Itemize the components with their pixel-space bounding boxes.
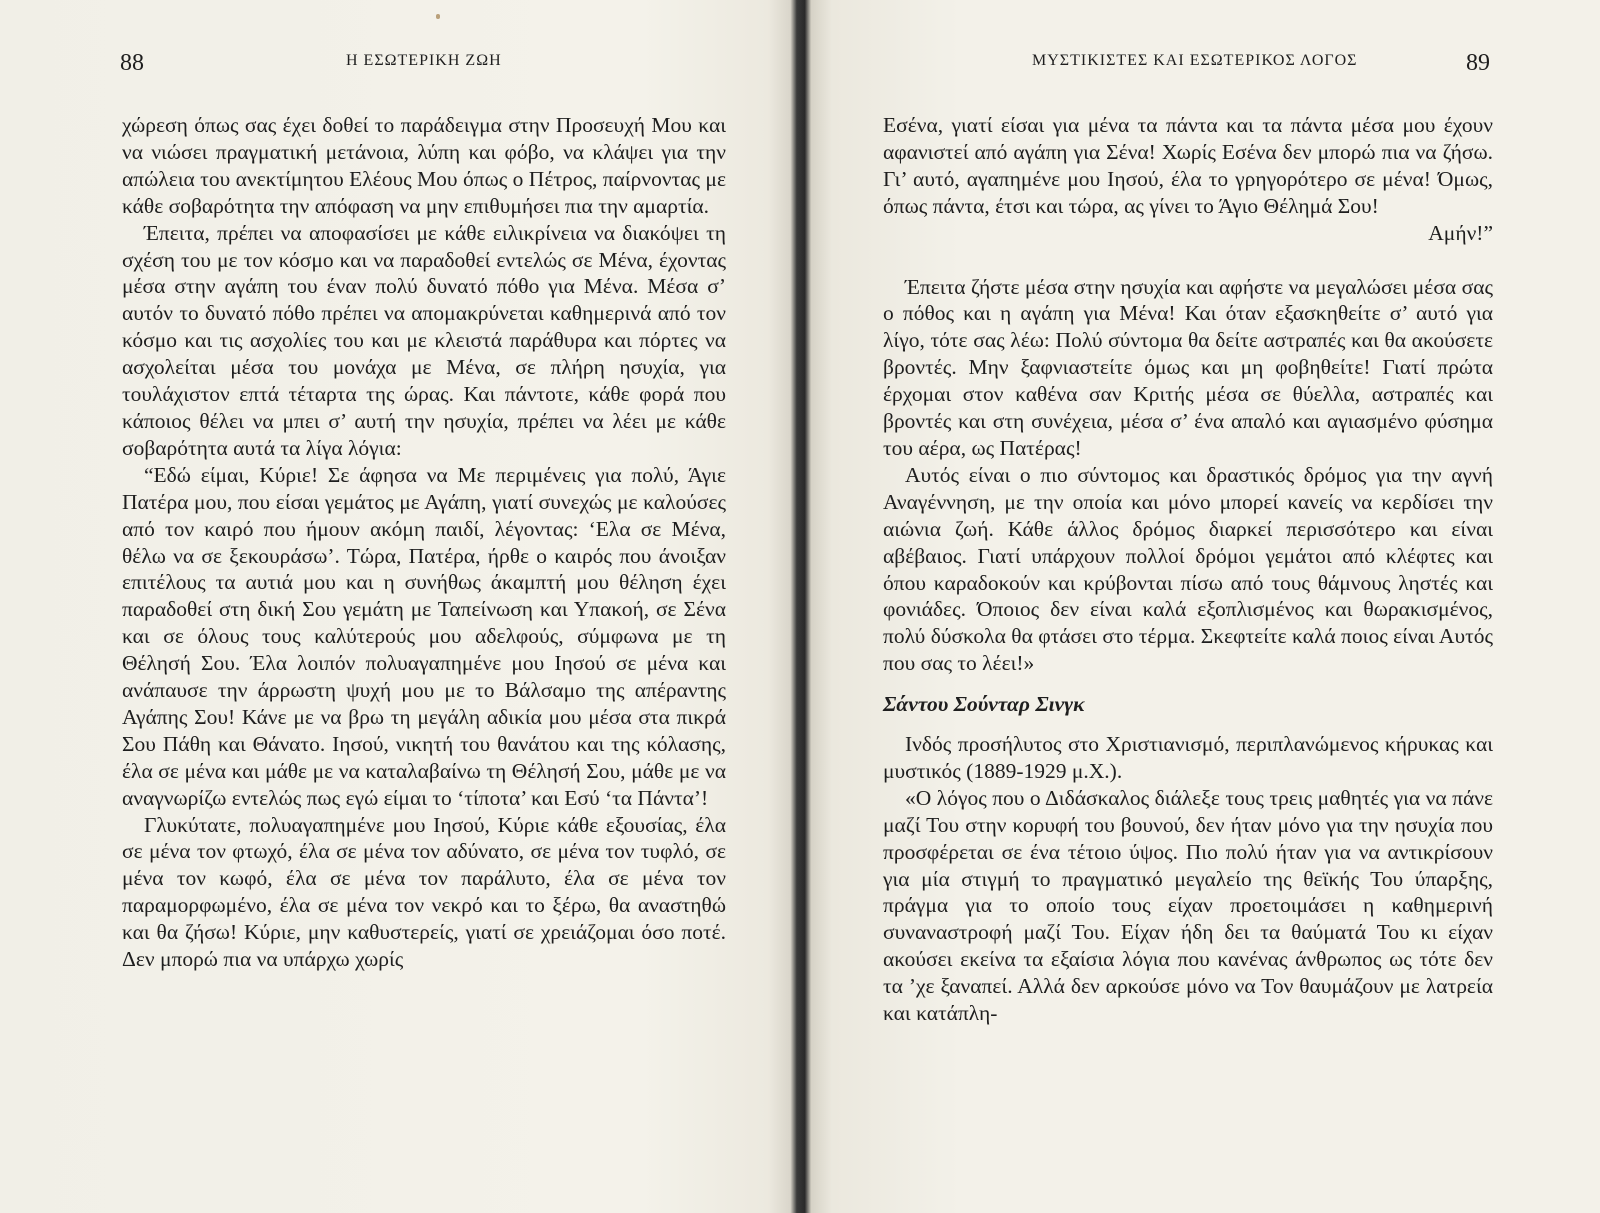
running-head: ΜΥΣΤΙΚΙΣΤΕΣ ΚΑΙ ΕΣΩΤΕΡΙΚΟΣ ΛΟΓΟΣ [1032, 52, 1358, 69]
right-page [808, 0, 1600, 1213]
paragraph: «Ο λόγος που ο Διδάσκαλος διάλεξε τους τρεις μαθητές για να πάνε μαζί Του στην κορυφή του βουνού, δεν ήταν μόνο για την ησυχία που προσφέρεται σε ένα τέτοιο ύψος. Πιο πολύ ήταν για να αντικρίσουν για μία στιγμή το πραγματικό μεγαλείο της θεϊκής Του ύπαρξης, πράγμα για το οποίο τους είχαν προετοιμάσει η καθημερινή συναναστροφή μαζί Του. Είχαν ήδη δει τα θαύματά Του κι είχαν ακούσει εκείνα τα εξαίσια λόγια που κανένας άνθρωπος ως τότε δεν τα ’χε ξαναπεί. Αλλά δεν αρκούσε μόνο να Τον θαυμάζουν με λατρεία και κατάπλη- [883, 785, 1493, 1026]
amen-line: Αμήν!” [1428, 220, 1493, 245]
running-head: Η ΕΣΩΤΕΡΙΚΗ ΖΩΗ [346, 52, 502, 69]
paragraph: Εσένα, γιατί είσαι για μένα τα πάντα και τα πάντα μέσα μου έχουν αφανιστεί από αγάπη για Σένα! Χωρίς Εσένα δεν μπορώ πια να ζήσω. Γι’ αυτό, αγαπημένε μου Ιησού, έλα το γρηγορότερο σε μένα! Όμως, όπως πάντα, έτσι και τώρα, ας γίνει το Άγιο Θέλημά Σου! [883, 113, 1493, 218]
paragraph: χώρεση όπως σας έχει δοθεί το παράδειγμα στην Προσευχή Μου και να νιώσει πραγματική μετάνοια, λύπη και φόβο, να κλάψει για την απώλεια του ανεκτίμητου Ελέους Μου όπως ο Πέτρος, παίρνοντας με κάθε σοβαρότητα την απόφαση να μην επιθυμήσει πια την αμαρτία. [122, 113, 726, 218]
paragraph: Αυτός είναι ο πιο σύντομος και δραστικός δρόμος για την αγνή Αναγέννηση, με την οποία και μόνο μπορεί κανείς να κερδίσει την αιώνια ζωή. Κάθε άλλος δρόμος διαρκεί περισσότερο και είναι αβέβαιος. Γιατί υπάρχουν πολλοί δρόμοι γεμάτοι από κλέφτες και όπου καραδοκούν και κρύβονται πίσω από τους θάμνους ληστές και φονιάδες. Όποιος δεν είναι καλά εξοπλισμένος και θωρακισμένος, πολύ δύσκολα θα φτάσει στο τέρμα. Σκεφτείτε καλά ποιος είναι Αυτός που σας το λέει!» [883, 462, 1493, 676]
paragraph: Έπειτα, πρέπει να αποφασίσει με κάθε ειλικρίνεια να διακόψει τη σχέση του με τον κόσμο και να παραδοθεί εντελώς σε Μένα, έχοντας μέσα στην αγάπη του έναν πολύ δυνατό πόθο για Μένα. Μέσα σ’ αυτόν το δυνατό πόθο πρέπει να απομακρύνεται καθημερινά από τον κόσμο και τις ασχολίες του και με κλειστά παράθυρα και πόρτες να ασχολείται μέσα του μονάχα με Μένα, σε πλήρη ησυχία, για τουλάχιστον επτά τέταρτα της ώρας. Και πάντοτε, κάθε φορά που κάποιος θέλει να μπει σ’ αυτή την ησυχία, πρέπει να λέει με κάθε σοβαρότητα αυτά τα λίγα λόγια: [122, 220, 726, 460]
paragraph: Ινδός προσήλυτος στο Χριστιανισμό, περιπλανώμενος κήρυκας και μυστικός (1889-1929 μ.Χ.). [883, 732, 1493, 783]
paragraph: Γλυκύτατε, πολυαγαπημένε μου Ιησού, Κύριε κάθε εξουσίας, έλα σε μένα τον φτωχό, έλα σε μένα τον αδύνατο, σε μένα τον τυφλό, σε μένα τον κωφό, έλα σε μένα τον παράλυτο, έλα σε μένα τον παραμορφωμένο, έλα σε μένα τον νεκρό και το ξέρω, θα αναστηθώ και θα ζήσω! Κύριε, μην καθυστερείς, γιατί σε χρειάζομαι όσο ποτέ. Δεν μπορώ πια να υπάρχω χωρίς [122, 812, 726, 972]
paragraph: “Εδώ είμαι, Κύριε! Σε άφησα να Με περιμένεις για πολύ, Άγιε Πατέρα μου, που είσαι γεμάτος με Αγάπη, γιατί συνεχώς με καλούσες από τον καιρό που ήμουν ακόμη παιδί, λέγοντας: ‘Ελα σε Μένα, θέλω να σε ξεκουράσω’. Τώρα, Πατέρα, ήρθε ο καιρός που άνοιξαν επιτέλους τα αυτιά μου και η συνήθως άκαμπτή μου θέληση έχει παραδοθεί στη δική Σου γεμάτη με Ταπείνωση και Υπακοή, σε Σένα και σε όλους τους καλύτερούς μου αδελφούς, σύμφωνα με τη Θέλησή Σου. Έλα λοιπόν πολυαγαπημένε μου Ιησού σε μένα και ανάπαυσε την άρρωστη ψυχή μου με το Βάλσαμο της απέραντης Αγάπης Σου! Κάνε με να βρω τη μεγάλη αδικία μου μέσα στα πικρά Σου Πάθη και Θάνατο. Ιησού, νικητή του θανάτου και της κόλασης, έλα σε μένα και μάθε με να καταλαβαίνω τη Θέλησή Σου, μάθε με να αναγνωρίζω εντελώς πως εγώ είμαι το ‘τίποτα’ και Εσύ ‘τα Πάντα’! [122, 462, 726, 810]
page-body [122, 112, 726, 973]
page-body [883, 112, 1493, 1027]
paragraph: Έπειτα ζήστε μέσα στην ησυχία και αφήστε να μεγαλώσει μέσα σας ο πόθος και η αγάπη για Μένα! Και όταν εξασκηθείτε σ’ αυτό για λίγο, τότε σας λέω: Πολύ σύντομα θα δείτε αστραπές και θα ακούσετε βροντές. Μην ξαφνιαστείτε όμως και μη φοβηθείτε! Γιατί πρώτα έρχομαι στον καθένα σαν Κριτής μέσα σε θύελλα, αστραπές και βροντές και στη συνέχεια, μέσα σ’ ένα απαλό και αγιασμένο φύσημα του αέρα, ως Πατέρας! [883, 274, 1493, 460]
blank-line [883, 247, 1493, 274]
section-heading: Σάντου Σούνταρ Σινγκ [883, 692, 1085, 717]
page-number: 88 [120, 50, 144, 76]
page-number: 89 [1466, 50, 1490, 76]
left-page [0, 0, 792, 1213]
